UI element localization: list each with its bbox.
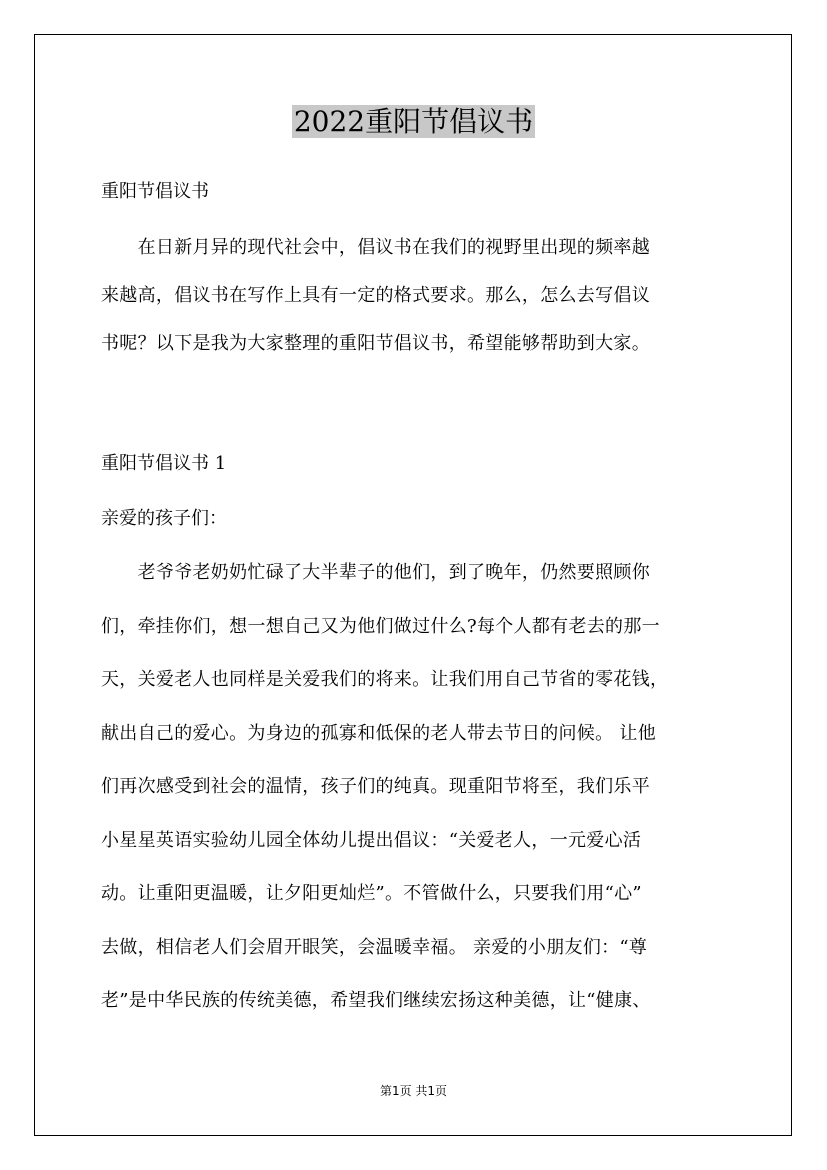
body-line: 献出自己的爱心。为身边的孤寡和低保的老人带去节日的问候。 让他 <box>101 722 657 744</box>
salutation: 亲爱的孩子们： <box>101 508 227 529</box>
body-line: 去做，相信老人们会眉开眼笑，会温暖幸福。 亲爱的小朋友们：“尊 <box>101 936 648 958</box>
body-line: 老”是中华民族的传统美德，希望我们继续宏扬这种美德，让“健康、 <box>101 990 651 1011</box>
body-line: 们，牵挂你们，想一想自己又为他们做过什么?每个人都有老去的那一 <box>101 615 660 637</box>
intro-line: 在日新月异的现代社会中，倡议书在我们的视野里出现的频率越 <box>101 237 650 258</box>
section-heading: 重阳节倡议书 1 <box>101 453 227 474</box>
document-title: 2022重阳节倡议书 <box>293 105 534 138</box>
body-line: 动。让重阳更温暖，让夕阳更灿烂”。不管做什么，只要我们用“心” <box>101 883 642 904</box>
page-number-footer: 第1页 共1页 <box>379 1084 448 1098</box>
body-line: 们再次感受到社会的温情，孩子们的纯真。现重阳节将至，我们乐平 <box>101 776 650 797</box>
intro-paragraph <box>101 224 731 368</box>
intro-line: 来越高，倡议书在写作上具有一定的格式要求。那么，怎么去写倡议 <box>101 285 650 306</box>
document-subtitle: 重阳节倡议书 <box>101 181 209 202</box>
body-paragraph <box>101 546 731 1028</box>
intro-line: 书呢？以下是我为大家整理的重阳节倡议书，希望能够帮助到大家。 <box>101 333 650 354</box>
body-line: 老爷爷老奶奶忙碌了大半辈子的他们，到了晚年，仍然要照顾你 <box>101 562 650 583</box>
body-line: 小星星英语实验幼儿园全体幼儿提出倡议：“关爱老人，一元爱心活 <box>101 829 642 851</box>
body-line: 天，关爱老人也同样是关爱我们的将来。让我们用自己节省的零花钱， <box>101 669 669 690</box>
